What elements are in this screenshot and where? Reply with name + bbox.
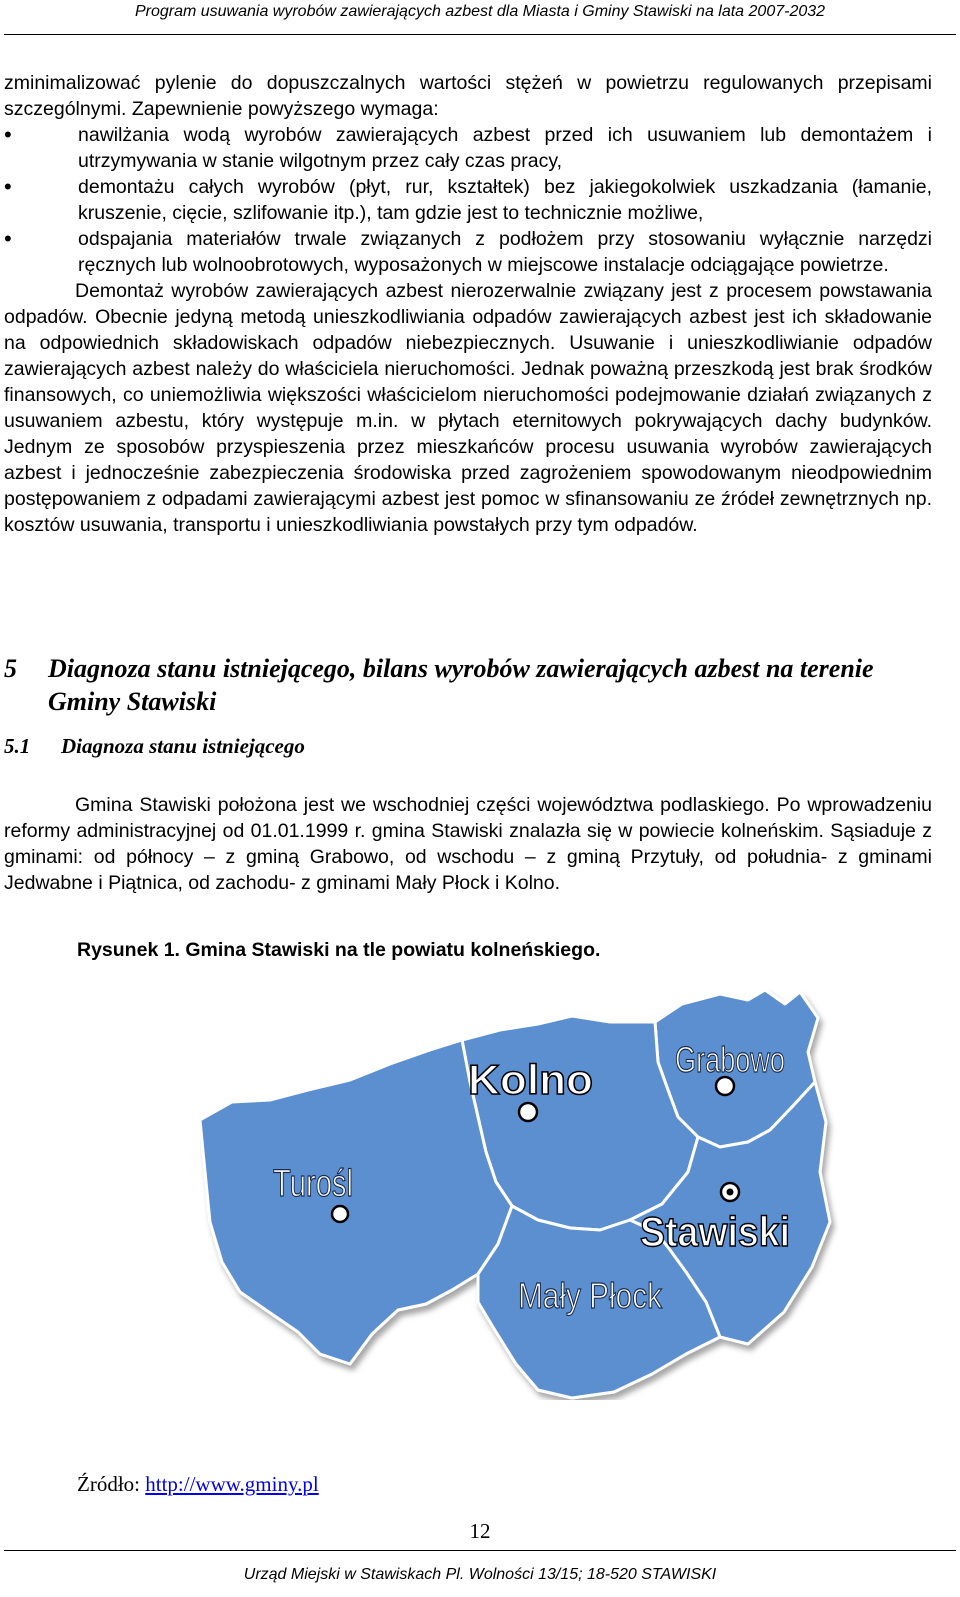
turosl-label: Turośl	[273, 1163, 353, 1205]
stawiski-label: Stawiski	[640, 1208, 790, 1255]
section-number: 5	[4, 654, 17, 683]
kolno-label: Kolno	[468, 1056, 593, 1103]
intro-paragraph-2: Demontaż wyrobów zawierających azbest nierozerwalnie związany jest z procesem powstawania odpadów. Obecnie jedyną metodą unieszkodliwiania odpadów zawierających azbest jest ich składowanie na odpowiednich składowiskach odpadów niebezpiecznych. Usuwanie i unieszkodliwianie odpadów zawierających azbest należy do właściciela nieruchomości. Jednak poważną przeszkodą jest brak środków finansowych, co uniemożliwia większości właścicielom nieruchomości podejmowanie działań związanych z usuwaniem azbestu, który występuje m.in. w płytach eternitowych pokrywających dachy budynków. Jednym ze sposobów przyspieszenia przez mieszkańców procesu usuwania wyrobów zawierających azbest i jednocześnie zabezpieczenia środowiska przed zagrożeniem spowodowanym nieodpowiednim postępowaniem z odpadami zawierającymi azbest jest pomoc w sfinansowaniu ze źródeł zewnętrznych np. kosztów usuwania, transportu i unieszkodliwiania powstałych przy tym odpadów.	[4, 280, 932, 536]
list-item: • demontażu całych wyrobów (płyt, rur, kształtek) bez jakiegokolwiek uszkadzania (łamanie, kruszenie, cięcie, szlifowanie itp.), tam gdzie jest to technicznie możliwe,	[4, 174, 932, 226]
stawiski-town-marker-dot	[727, 1189, 734, 1196]
grabowo-label: Grabowo	[675, 1039, 785, 1080]
subsection-title: Diagnoza stanu istniejącego	[61, 734, 305, 758]
kolno-town-marker	[519, 1103, 537, 1121]
figure-caption: Rysunek 1. Gmina Stawiski na tle powiatu kolneńskiego.	[77, 939, 601, 961]
source-link[interactable]: http://www.gminy.pl	[145, 1472, 319, 1496]
region-turosl	[200, 1040, 512, 1364]
list-item: • nawilżania wodą wyrobów zawierających azbest przed ich usuwaniem lub demontażem i utrzymywania w stanie wilgotnym przez cały czas pracy,	[4, 122, 932, 174]
figure-source	[77, 1472, 319, 1497]
source-label: Źródło:	[77, 1472, 146, 1496]
district-map	[200, 982, 840, 1400]
section-title: Diagnoza stanu istniejącego, bilans wyrobów zawierających azbest na terenie Gminy Stawiski	[48, 654, 874, 716]
turosl-town-marker	[332, 1206, 348, 1222]
subsection-text	[4, 792, 932, 896]
header-title: Program usuwania wyrobów zawierających azbest dla Miasta i Gminy Stawiski na lata 2007-2032	[134, 3, 826, 20]
footer-divider	[4, 1550, 956, 1551]
page-number: 12	[469, 1519, 491, 1543]
list-item: • odspajania materiałów trwale związanych z podłożem przy stosowaniu wyłącznie narzędzi ręcznych lub wolnoobrotowych, wyposażonych w miejscowe instalacje odciągające powietrze.	[4, 226, 932, 278]
requirements-list	[4, 122, 932, 278]
maly-plock-label: Mały Płock	[518, 1275, 663, 1316]
subsection-heading	[4, 734, 305, 759]
header-divider	[4, 34, 956, 35]
page-header	[0, 0, 960, 36]
footer-address: Urząd Miejski w Stawiskach Pl. Wolności 13/15; 18-520 STAWISKI	[243, 1566, 717, 1583]
section-heading	[4, 652, 924, 718]
subsection-number: 5.1	[4, 734, 31, 758]
subsection-paragraph: Gmina Stawiski położona jest we wschodniej części województwa podlaskiego. Po wprowadzeniu reformy administracyjnej od 01.01.1999 r. gmina Stawiski znalazła się w powiecie kolneńskim. Sąsiaduje z gminami: od północy – z gminą Grabowo, od wschodu – z gminą Przytuły, od południa- z gminami Jedwabne i Piątnica, od zachodu- z gminami Mały Płock i Kolno.	[4, 794, 932, 894]
intro-paragraph-1: zminimalizować pylenie do dopuszczalnych wartości stężeń w powietrzu regulowanych przepisami szczególnymi. Zapewnienie powyższego wymaga:	[4, 72, 932, 120]
intro-text	[4, 70, 932, 538]
